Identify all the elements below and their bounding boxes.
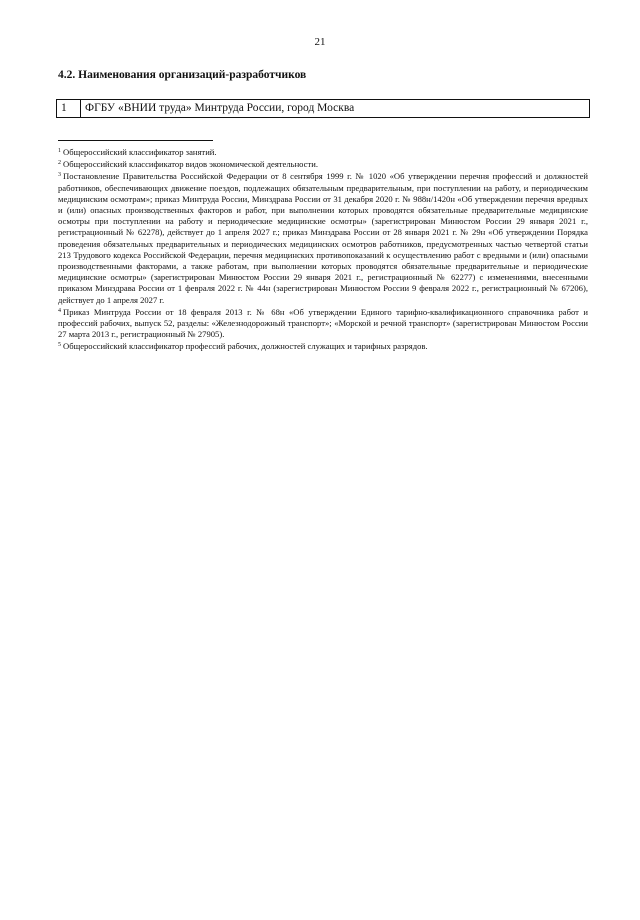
footnote-4 xyxy=(58,306,588,341)
footnote-text: Приказ Минтруда России от 18 февраля 2013 г. № 68н «Об утверждении Единого тарифно-квалификационного справочника работ и профессий рабочих, выпуск 52, разделы: «Железнодорожный транспорт»; «Морской и речной транспорт» (зарегистрирован Минюстом России 27 марта 2013 г., регистрационный № 27905). xyxy=(58,306,588,340)
footnote-mark: 3 xyxy=(58,172,61,179)
footnotes xyxy=(58,146,588,353)
footnote-1 xyxy=(58,146,588,158)
developer-number: 1 xyxy=(57,100,81,118)
footnote-text: Общероссийский классификатор занятий. xyxy=(63,147,217,157)
footnote-mark: 4 xyxy=(58,307,61,314)
page-number: 21 xyxy=(314,36,326,48)
footnote-5 xyxy=(58,340,588,352)
table-row xyxy=(57,100,590,118)
footnote-text: Общероссийский классификатор профессий рабочих, должностей служащих и тарифных разрядов. xyxy=(63,341,428,352)
footnote-mark: 2 xyxy=(58,160,61,167)
developers-table xyxy=(56,99,590,118)
footnote-text: Общероссийский классификатор видов экономической деятельности. xyxy=(63,159,318,170)
footnote-2 xyxy=(58,158,588,170)
footnote-3 xyxy=(58,170,588,305)
footnote-separator xyxy=(58,140,213,141)
footnote-text: Постановление Правительства Российской Федерации от 8 сентября 1999 г. № 1020 «Об утверждении перечня профессий и должностей работников, обеспечивающих движение поездов, подлежащих обязательным предварительным, при поступлении на работу, и периодическим медицинским осмотрам»; приказ Минтруда России, Минздрава России от 31 декабря 2020 г. № 988н/1420н «Об утверждении перечня вредных и (или) опасных производственных факторов и работ, при выполнении которых проводятся обязательные предварительные медицинские осмотры при поступлении на работу и периодические медицинские осмотры» (зарегистрирован Минюстом России 29 января 2021 г., регистрационный № 62278), действует до 1 апреля 2027 г.; приказ Минздрава России от 28 января 2021 г. № 29н «Об утверждении Порядка проведения обязательных предварительных и периодических медицинских осмотров работников, предусмотренных частью четвертой статьи 213 Трудового кодекса Российской Федерации, перечня медицинских противопоказаний к осуществлению работ с вредными и (или) опасными производственными факторами, а также работам, при выполнении которых проводятся обязательные предварительные и периодические медицинские осмотры» (зарегистрирован Минюстом России 29 января 2021 г., регистрационный № 62277) с изменениями, внесенными приказом Минздрава России от 1 февраля 2022 г. № 44н (зарегистрирован Минюстом России 9 февраля 2022 г., регистрационный № 67206), действует до 1 апреля 2027 г. xyxy=(58,171,588,305)
footnote-mark: 1 xyxy=(58,148,61,154)
developer-name: ФГБУ «ВНИИ труда» Минтруда России, город Москва xyxy=(81,100,590,118)
footnote-mark: 5 xyxy=(58,342,61,349)
section-title: 4.2. Наименования организаций-разработчиков xyxy=(58,69,307,81)
